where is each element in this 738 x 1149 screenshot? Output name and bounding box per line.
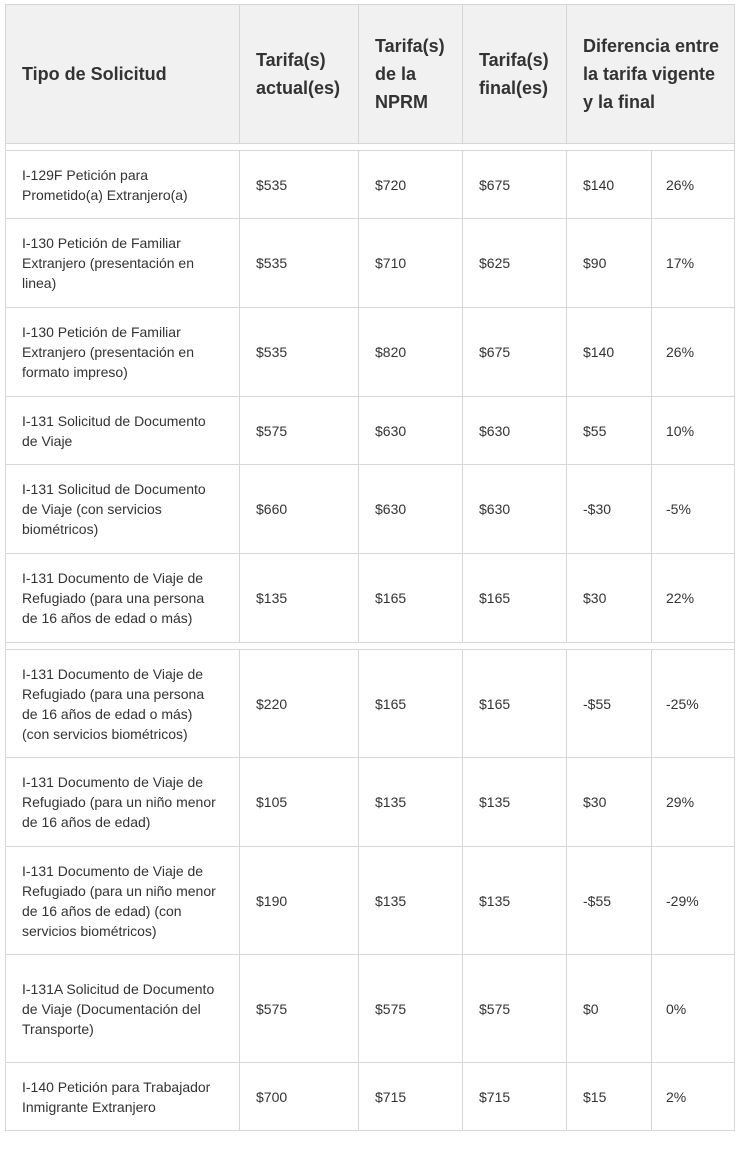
cell-final-fee: $165 — [463, 650, 567, 758]
cell-difference-percent: 26% — [652, 151, 735, 219]
cell-application-type: I-131 Documento de Viaje de Refugiado (para una persona de 16 años de edad o más) (con servicios biométricos) — [6, 650, 240, 758]
cell-application-type: I-131A Solicitud de Documento de Viaje (Documentación del Transporte) — [6, 955, 240, 1063]
cell-current-fee: $105 — [240, 758, 359, 847]
cell-application-type: I-131 Documento de Viaje de Refugiado (para un niño menor de 16 años de edad) — [6, 758, 240, 847]
cell-final-fee: $675 — [463, 151, 567, 219]
cell-current-fee: $220 — [240, 650, 359, 758]
cell-difference-amount: -$30 — [567, 465, 652, 554]
table-row — [6, 1063, 735, 1131]
header-application-type: Tipo de Solicitud — [6, 5, 240, 144]
cell-nprm-fee: $720 — [359, 151, 463, 219]
cell-difference-amount: $30 — [567, 758, 652, 847]
table-body — [6, 144, 735, 1131]
table-row — [6, 465, 735, 554]
cell-application-type: I-131 Solicitud de Documento de Viaje — [6, 397, 240, 465]
cell-current-fee: $190 — [240, 847, 359, 955]
table-row — [6, 847, 735, 955]
cell-current-fee: $535 — [240, 151, 359, 219]
cell-final-fee: $715 — [463, 1063, 567, 1131]
cell-nprm-fee: $135 — [359, 758, 463, 847]
cell-final-fee: $135 — [463, 758, 567, 847]
cell-final-fee: $630 — [463, 397, 567, 465]
cell-application-type: I-131 Documento de Viaje de Refugiado (para un niño menor de 16 años de edad) (con servicios biométricos) — [6, 847, 240, 955]
cell-difference-amount: -$55 — [567, 847, 652, 955]
cell-application-type: I-130 Petición de Familiar Extranjero (presentación en formato impreso) — [6, 308, 240, 397]
cell-difference-percent: -5% — [652, 465, 735, 554]
cell-difference-amount: $140 — [567, 308, 652, 397]
cell-difference-amount: $55 — [567, 397, 652, 465]
cell-current-fee: $575 — [240, 955, 359, 1063]
table-row — [6, 955, 735, 1063]
table-row — [6, 650, 735, 758]
cell-final-fee: $165 — [463, 554, 567, 643]
cell-current-fee: $135 — [240, 554, 359, 643]
cell-difference-amount: -$55 — [567, 650, 652, 758]
table-row — [6, 219, 735, 308]
cell-current-fee: $700 — [240, 1063, 359, 1131]
cell-final-fee: $675 — [463, 308, 567, 397]
cell-difference-percent: 29% — [652, 758, 735, 847]
header-nprm-fee: Tarifa(s) de la NPRM — [359, 5, 463, 144]
table-row — [6, 397, 735, 465]
cell-application-type: I-131 Solicitud de Documento de Viaje (con servicios biométricos) — [6, 465, 240, 554]
cell-final-fee: $630 — [463, 465, 567, 554]
cell-nprm-fee: $165 — [359, 554, 463, 643]
cell-application-type: I-130 Petición de Familiar Extranjero (presentación en linea) — [6, 219, 240, 308]
cell-difference-percent: 10% — [652, 397, 735, 465]
cell-final-fee: $135 — [463, 847, 567, 955]
table-header — [6, 5, 735, 144]
cell-current-fee: $575 — [240, 397, 359, 465]
cell-nprm-fee: $135 — [359, 847, 463, 955]
cell-nprm-fee: $165 — [359, 650, 463, 758]
fee-comparison-table — [5, 4, 735, 1131]
cell-difference-amount: $15 — [567, 1063, 652, 1131]
cell-current-fee: $535 — [240, 308, 359, 397]
cell-difference-percent: 17% — [652, 219, 735, 308]
header-current-fee: Tarifa(s) actual(es) — [240, 5, 359, 144]
header-final-fee: Tarifa(s) final(es) — [463, 5, 567, 144]
table-gap — [6, 144, 735, 151]
cell-nprm-fee: $820 — [359, 308, 463, 397]
cell-final-fee: $625 — [463, 219, 567, 308]
cell-application-type: I-131 Documento de Viaje de Refugiado (para una persona de 16 años de edad o más) — [6, 554, 240, 643]
cell-difference-percent: 2% — [652, 1063, 735, 1131]
cell-difference-percent: 22% — [652, 554, 735, 643]
cell-nprm-fee: $630 — [359, 397, 463, 465]
table-row — [6, 151, 735, 219]
cell-difference-amount: $0 — [567, 955, 652, 1063]
cell-current-fee: $535 — [240, 219, 359, 308]
table-gap — [6, 643, 735, 650]
header-row — [6, 5, 735, 144]
cell-difference-amount: $30 — [567, 554, 652, 643]
cell-nprm-fee: $710 — [359, 219, 463, 308]
cell-nprm-fee: $575 — [359, 955, 463, 1063]
table-row — [6, 308, 735, 397]
cell-difference-percent: 26% — [652, 308, 735, 397]
cell-current-fee: $660 — [240, 465, 359, 554]
table-row — [6, 758, 735, 847]
cell-final-fee: $575 — [463, 955, 567, 1063]
cell-difference-percent: -25% — [652, 650, 735, 758]
header-difference: Diferencia entre la tarifa vigente y la final — [567, 5, 735, 144]
cell-application-type: I-140 Petición para Trabajador Inmigrante Extranjero — [6, 1063, 240, 1131]
cell-nprm-fee: $715 — [359, 1063, 463, 1131]
cell-application-type: I-129F Petición para Prometido(a) Extranjero(a) — [6, 151, 240, 219]
cell-difference-percent: -29% — [652, 847, 735, 955]
cell-nprm-fee: $630 — [359, 465, 463, 554]
cell-difference-percent: 0% — [652, 955, 735, 1063]
table-row — [6, 554, 735, 643]
cell-difference-amount: $90 — [567, 219, 652, 308]
cell-difference-amount: $140 — [567, 151, 652, 219]
